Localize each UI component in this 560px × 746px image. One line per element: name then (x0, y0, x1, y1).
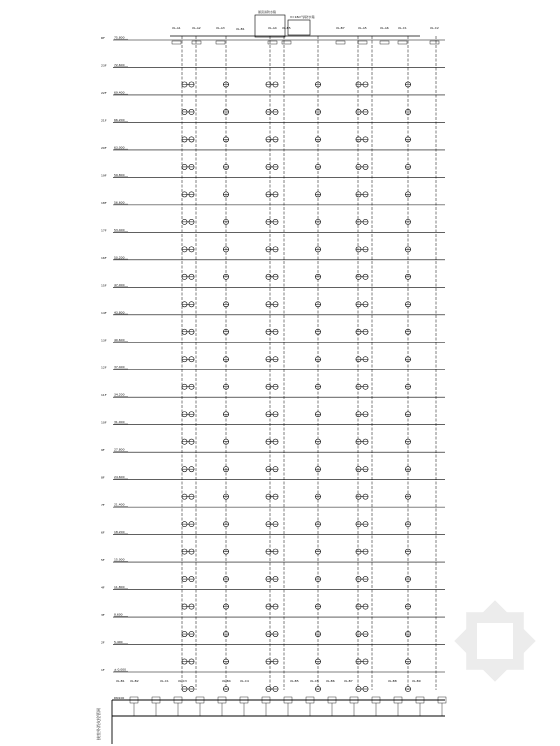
floor-elevation: 11.800 (114, 585, 125, 590)
floor-elevation: 69.400 (114, 90, 125, 95)
ground-distribution-section (95, 696, 446, 744)
bottom-riser-label: XL-C5 (310, 679, 319, 683)
floor-label: 20F (101, 145, 107, 150)
top-valve-box (216, 41, 225, 44)
floor-label: 8F (101, 475, 105, 480)
top-riser-label: XL-A2 (192, 26, 201, 30)
floor-elevation: ± 0.000 (114, 667, 127, 672)
floor-elevation: 34.200 (114, 392, 125, 397)
top-riser-label: XL-A6 (380, 26, 389, 30)
floor-elevation: 18.200 (114, 530, 125, 535)
floor-label: 5F (101, 558, 105, 563)
top-valve-box (358, 41, 367, 44)
floor-elevation: 40.600 (114, 337, 125, 342)
floor-label: 18F (101, 200, 107, 205)
floor-label: 16F (101, 255, 107, 260)
floor-elevation: 21.400 (114, 502, 125, 507)
floor-elevation: 5.400 (114, 640, 123, 645)
floor-label: RF (101, 36, 105, 40)
floor-label: 9F (101, 448, 105, 453)
floor-elevation: 59.800 (114, 172, 125, 177)
top-valve-box (380, 41, 389, 44)
floor-elevation: 66.200 (114, 117, 125, 122)
bottom-riser-label: XL-C1 (160, 679, 169, 683)
floor-label: 12F (101, 365, 107, 370)
bottom-riser-label: XL-B2 (130, 679, 139, 683)
riser-pipes (182, 36, 436, 690)
top-valve-box (192, 41, 201, 44)
floor-label: 23F (101, 63, 107, 68)
floor-label: 22F (101, 90, 107, 95)
hydrant-symbols (182, 82, 411, 692)
top-riser-label: XL-A3 (216, 26, 225, 30)
floor-label: 10F (101, 420, 107, 425)
floor-elevation: 43.800 (114, 310, 125, 315)
floor-elevation: 50.200 (114, 255, 125, 260)
top-valve-box (398, 41, 407, 44)
floor-elevation: 15.000 (114, 557, 125, 562)
roof-pump-box (288, 20, 310, 35)
top-valve-box (268, 41, 277, 44)
top-valve-box (336, 41, 345, 44)
floor-elevation: 47.000 (114, 282, 125, 287)
top-riser-label: XL-A5 (358, 26, 367, 30)
bottom-riser-label: XL-B8 (388, 679, 397, 683)
top-riser-label: XL-A1 (172, 26, 181, 30)
floor-label: 17F (101, 228, 107, 233)
star-octagon-watermark-icon (450, 596, 540, 686)
top-valve-box (430, 41, 439, 44)
floor-label: 15F (101, 283, 107, 288)
top-riser-label: XL-C2 (430, 26, 439, 30)
floor-label: 4F (101, 585, 105, 590)
roof-tank-section (236, 9, 315, 37)
bottom-riser-label: XL-B1 (116, 679, 125, 683)
top-riser-label: XL-A4 (268, 26, 277, 30)
bottom-riser-label: XL-C3 (178, 679, 187, 683)
floor-label: 19F (101, 173, 107, 178)
floor-elevation: 75.800 (114, 35, 125, 40)
floor-elevation: 37.400 (114, 365, 125, 370)
floor-label: 2F (101, 640, 105, 645)
roof-tank-note: 屋顶消防水箱 (258, 10, 277, 14)
bottom-riser-label: XL-B4 (222, 679, 231, 683)
bottom-riser-label: XL-C4 (240, 679, 249, 683)
floor-elevation: 31.000 (114, 420, 125, 425)
tank-volume-note: V=18m³消防水箱 (290, 15, 315, 19)
floor-elevation: 63.000 (114, 145, 125, 150)
floor-label: 14F (101, 310, 107, 315)
floor-elevation: 24.600 (114, 475, 125, 480)
floor-label: 13F (101, 338, 107, 343)
floor-label: 6F (101, 530, 105, 535)
top-valve-box (172, 41, 181, 44)
top-valve-box (282, 41, 291, 44)
top-riser-label: XL-B7 (336, 26, 345, 30)
floor-lines (101, 36, 445, 673)
floor-elevation: 56.600 (114, 200, 125, 205)
floor-elevation: 8.600 (114, 612, 123, 617)
floor-elevation: 27.800 (114, 447, 125, 452)
pipe-size-label: DN100 (114, 696, 125, 700)
floor-label: 11F (101, 393, 107, 398)
tank-riser-note: XL-B1 (236, 27, 245, 31)
floor-label: 7F (101, 503, 105, 508)
bottom-side-label: 接室外消火栓管网 (96, 708, 101, 740)
floor-label: 21F (101, 118, 107, 123)
floor-label: 3F (101, 613, 105, 618)
top-riser-label: XL-B5 (282, 26, 291, 30)
floor-label: 1F (101, 668, 105, 672)
bottom-riser-labels (116, 679, 421, 683)
bottom-riser-label: XL-B7 (344, 679, 353, 683)
bottom-riser-label: XL-B6 (326, 679, 335, 683)
top-riser-label: XL-C1 (398, 26, 407, 30)
floor-elevation: 72.600 (114, 62, 125, 67)
bottom-riser-label: XL-B5 (290, 679, 299, 683)
floor-elevation: 53.400 (114, 227, 125, 232)
bottom-riser-label: XL-B9 (412, 679, 421, 683)
